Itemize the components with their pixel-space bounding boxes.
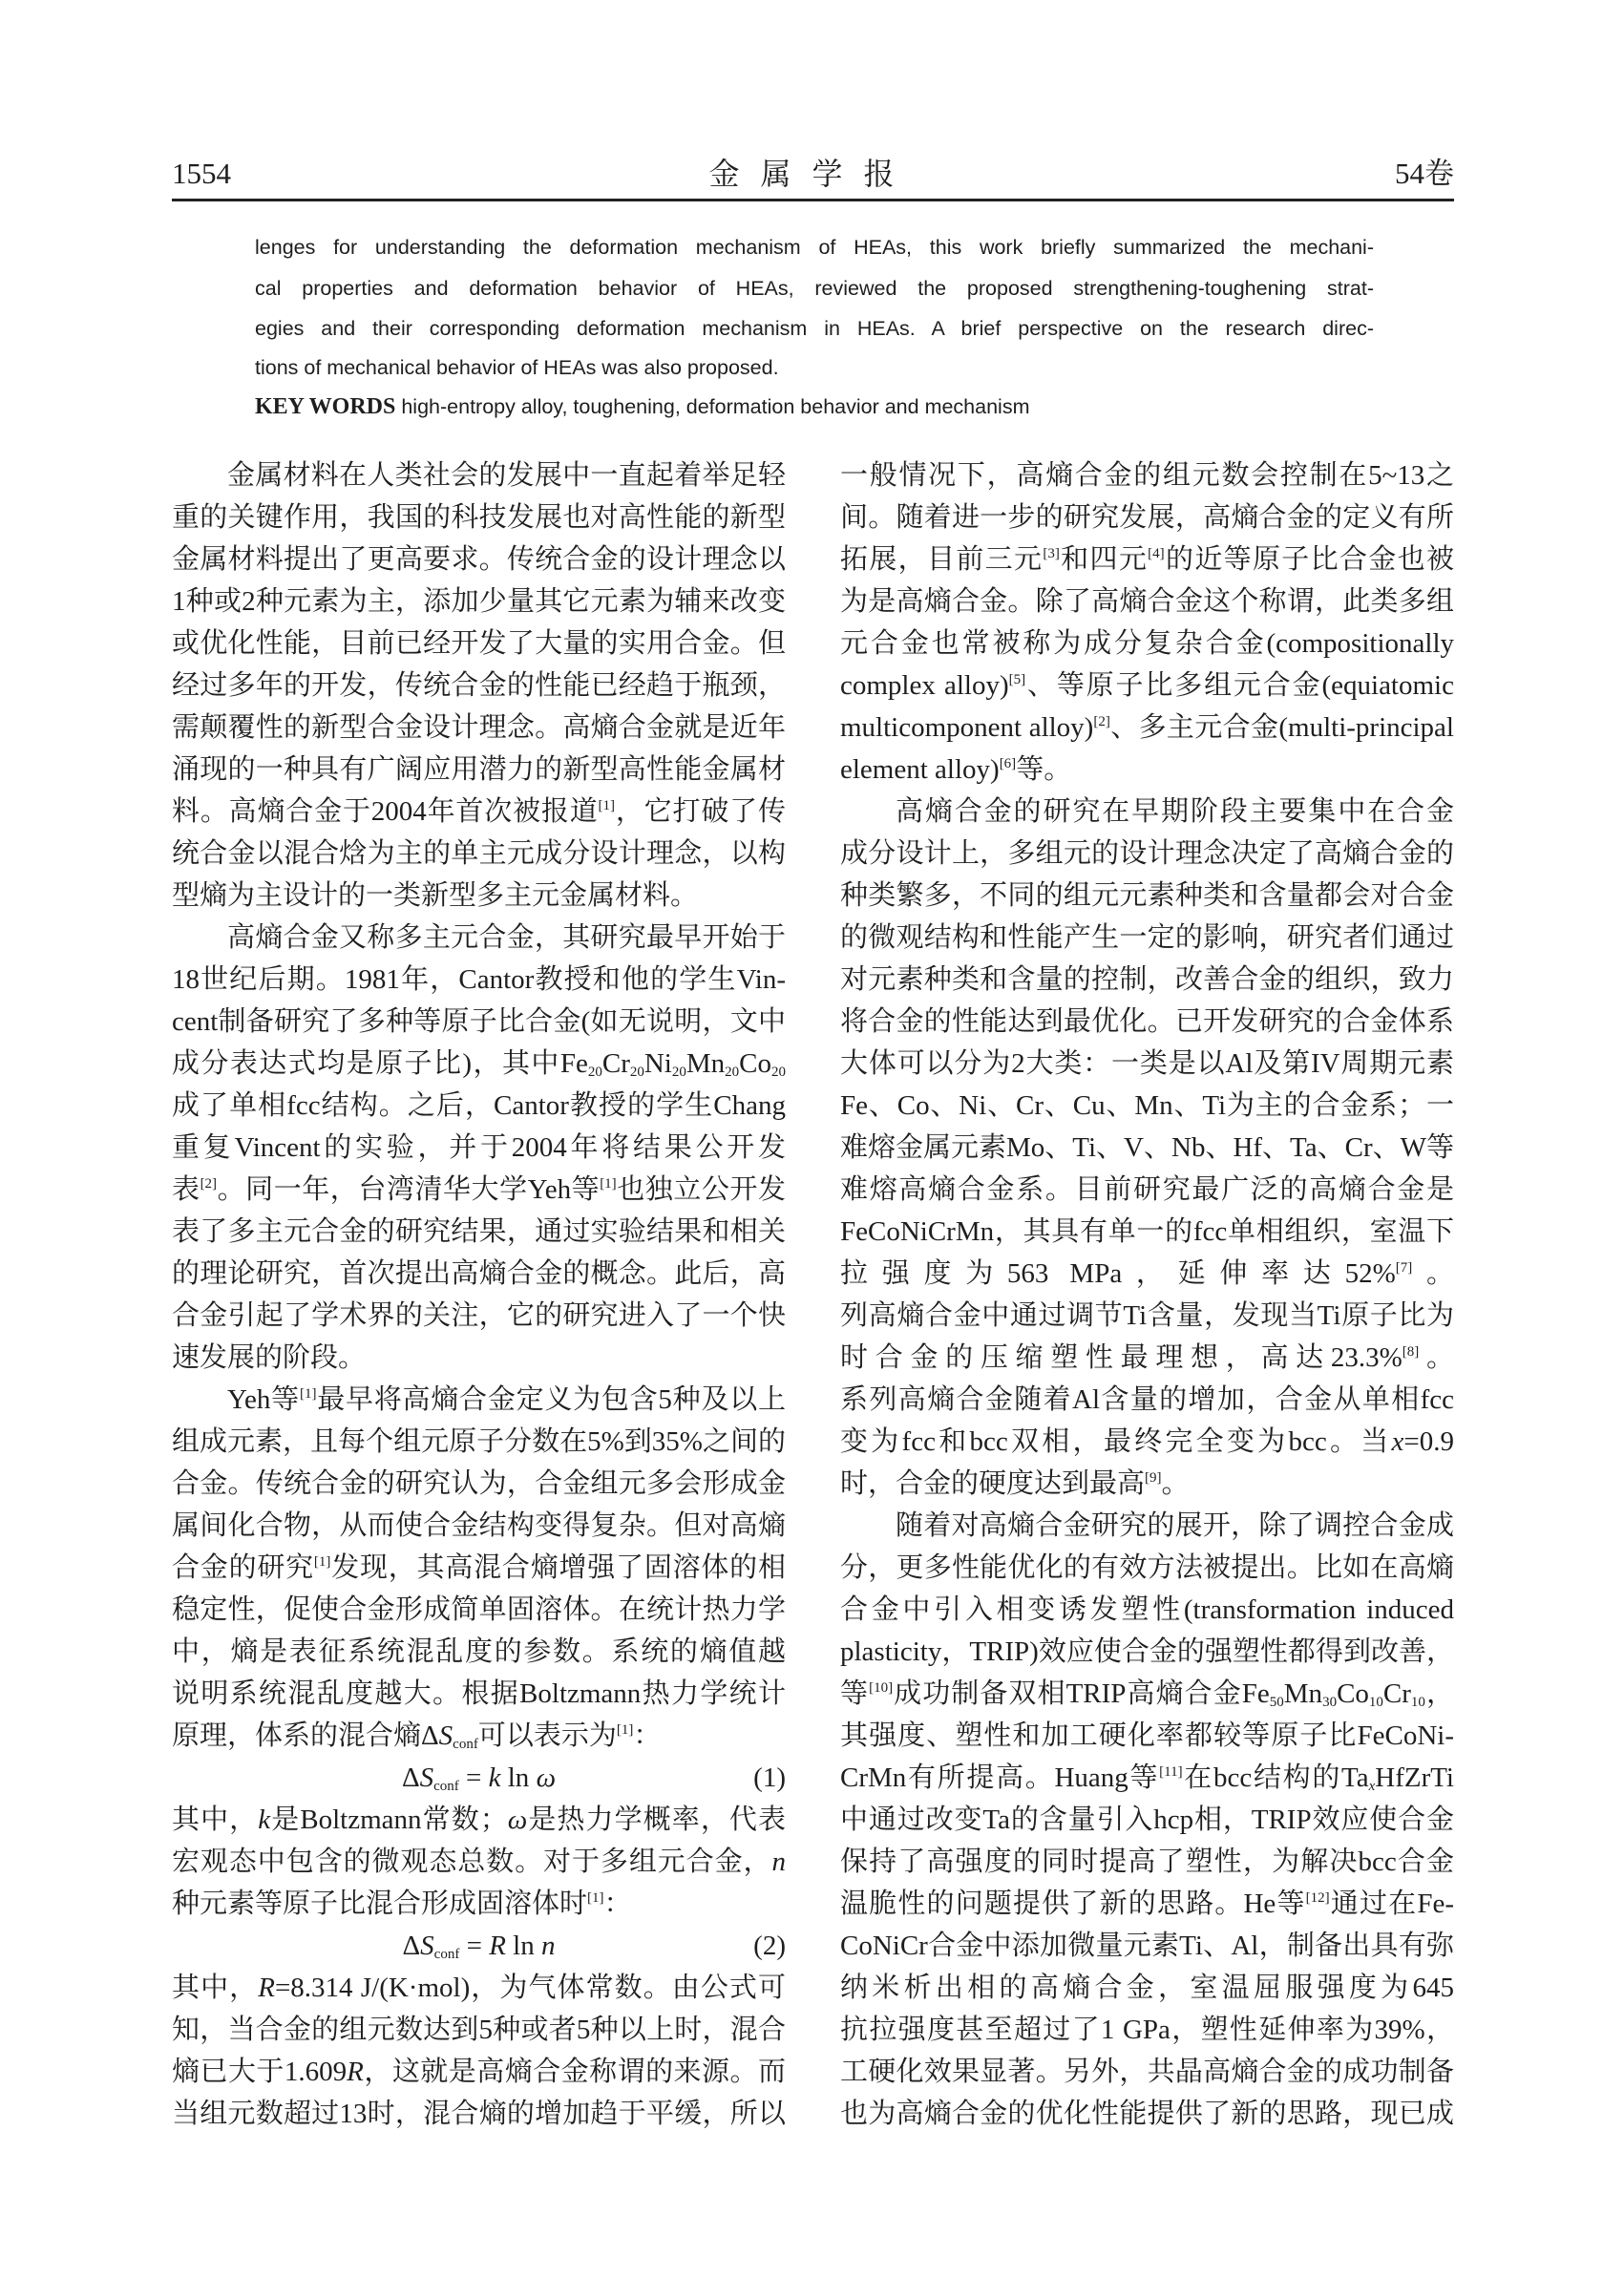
subscript: 20: [725, 1065, 740, 1080]
text-line: 难熔金属元素Mo、Ti、V、Nb、Hf、Ta、Cr、W等: [840, 1132, 1454, 1163]
text-line: 等[10]成功制备双相TRIP高熵合金$Fe_{50}Mn_{30}Co_{10}Cr_{10}$，: [840, 1678, 1454, 1710]
text-line: 拉强度为563 MPa，延伸率达52%[7]。: [840, 1258, 1454, 1289]
text-line: 其强度、塑性和加工硬化率都较等原子比FeCoNi-: [840, 1720, 1454, 1751]
text-line: 拓展，目前三元[3]和四元[4]的近等原子比合金也被: [840, 544, 1454, 575]
citation-ref: [1]: [299, 1386, 317, 1402]
subscript: 10: [1410, 1695, 1425, 1710]
left-column: [172, 454, 786, 2135]
subscript: 20: [629, 1065, 644, 1080]
equation-number: (2): [753, 1931, 786, 1961]
math-variable: n: [540, 1931, 556, 1961]
text-line: 需颠覆性的新型合金设计理念。高熵合金就是近年: [172, 712, 786, 743]
text-line: 高熵合金又称多主元合金，其研究最早开始于: [227, 922, 786, 953]
text-line: 保持了高强度的同时提高了塑性，为解决bcc合金: [840, 1846, 1454, 1877]
text-line: 统合金以混合焓为主的单主元成分设计理念，以构: [172, 838, 786, 869]
abstract-line: cal properties and deformation behavior of HEAs, reviewed the proposed strengthening-toughening strat-: [255, 277, 1374, 300]
text-line: 其中，R=8.314 J/(K·mol)，为气体常数。由公式可: [172, 1973, 786, 2003]
text-line: 种元素等原子比混合形成固溶体时[1]：: [172, 1889, 632, 1919]
text-line: 合金的研究[1]发现，其高混合熵增强了固溶体的相: [172, 1552, 786, 1583]
text-line: 一般情况下，高熵合金的组元数会控制在5~13之: [840, 460, 1454, 491]
text-line: 难熔高熵合金系。目前研究最广泛的高熵合金是: [840, 1174, 1454, 1205]
text-line: 18世纪后期。1981年，Cantor教授和他的学生Vin-: [172, 964, 786, 995]
citation-ref: [4]: [1148, 546, 1165, 561]
text-line: 经过多年的开发，传统合金的性能已经趋于瓶颈，: [172, 670, 786, 701]
text-line: 高熵合金的研究在早期阶段主要集中在合金: [896, 796, 1454, 827]
citation-ref: [11]: [1159, 1764, 1183, 1780]
abstract-line: lenges for understanding the deformation mechanism of HEAs, this work briefly summarized the mechani-: [255, 236, 1374, 259]
abstract-line: tions of mechanical behavior of HEAs was also proposed.: [255, 356, 779, 379]
text-line: 表了多主元合金的研究结果，通过实验结果和相关: [172, 1216, 786, 1247]
math-variable: ω: [536, 1762, 557, 1793]
text-line: 金属材料在人类社会的发展中一直起着举足轻: [227, 460, 786, 491]
subscript: 20: [587, 1065, 602, 1080]
math-variable: R: [258, 1973, 275, 2003]
math-variable: ω: [507, 1804, 528, 1835]
text-line: 金属材料提出了更高要求。传统合金的设计理念以: [172, 544, 786, 575]
text-line: 的理论研究，首次提出高熵合金的概念。此后，高: [172, 1258, 786, 1289]
text-line: element alloy)[6]等。: [840, 754, 1072, 785]
subscript: conf: [433, 1779, 459, 1794]
text-line: 时合金的压缩塑性最理想，高达23.3%[8]。: [840, 1342, 1454, 1373]
text-line: 或优化性能，目前已经开发了大量的实用合金。但: [172, 628, 786, 659]
text-line: 熵已大于1.609R，这就是高熵合金称谓的来源。而: [172, 2057, 786, 2087]
math-variable: S: [420, 1931, 434, 1961]
subscript: conf: [453, 1737, 478, 1752]
text-line: 重复Vincent的实验，并于2004年将结果公开发: [172, 1132, 786, 1163]
citation-ref: [7]: [1395, 1260, 1413, 1276]
text-line: 大体可以分为2大类：一类是以Al及第IV周期元素: [840, 1048, 1454, 1079]
citation-ref: [1]: [587, 1890, 604, 1906]
math-variable: S: [419, 1762, 434, 1793]
text-line: 当组元数超过13时，混合熵的增加趋于平缓，所以: [172, 2099, 786, 2129]
equation: $\Delta S_{conf} = R$ ln n (2): [172, 1925, 786, 1967]
text-line: Fe、Co、Ni、Cr、Cu、Mn、Ti为主的合金系；一: [840, 1090, 1454, 1121]
text-line: multicomponent alloy)[2]、多主元合金(multi-principal: [840, 712, 1454, 743]
subscript: 20: [771, 1065, 786, 1080]
keywords-text: high-entropy alloy, toughening, deformation behavior and mechanism: [395, 395, 1030, 418]
math-variable: S: [438, 1720, 453, 1751]
text-line: 合金引起了学术界的关注，它的研究进入了一个快: [172, 1300, 786, 1331]
subscript: 10: [1368, 1695, 1383, 1710]
citation-ref: [5]: [1008, 672, 1026, 687]
text-line: 稳定性，促使合金形成简单固溶体。在统计热力学: [172, 1594, 786, 1625]
math-variable: x: [1368, 1779, 1376, 1794]
text-line: CrMn有所提高。Huang等[11]在bcc结构的$Ta_xHfZrTi$: [840, 1762, 1454, 1794]
equation-number: (1): [753, 1762, 786, 1793]
math-variable: n: [771, 1846, 786, 1877]
text-line: 将合金的性能达到最优化。已开发研究的合金体系: [840, 1006, 1454, 1037]
math-variable: x: [1391, 1426, 1404, 1457]
text-line: 速发展的阶段。: [172, 1342, 367, 1373]
math-variable: k: [258, 1804, 271, 1835]
text-line: 元合金也常被称为成分复杂合金(compositionally: [840, 628, 1454, 659]
citation-ref: [6]: [999, 756, 1017, 771]
text-line: 工硬化效果显著。另外，共晶高熵合金的成功制备: [840, 2057, 1454, 2087]
journal-title: 金属学报: [708, 157, 916, 191]
citation-ref: [1]: [313, 1554, 331, 1570]
keywords-label: KEY WORDS: [255, 394, 396, 419]
citation-ref: [1]: [616, 1722, 634, 1738]
page-number: 1554: [172, 157, 231, 190]
text-line: 种类繁多，不同的组元元素种类和含量都会对合金: [840, 880, 1454, 911]
text-line: 型熵为主设计的一类新型多主元金属材料。: [172, 880, 699, 911]
text-line: plasticity，TRIP)效应使合金的强塑性都得到改善，: [840, 1636, 1454, 1667]
text-line: FeCoNiCrMn，其具有单一的fcc单相组织，室温下: [840, 1216, 1454, 1247]
subscript: 50: [1269, 1695, 1284, 1710]
math-variable: R: [489, 1931, 506, 1961]
text-line: 重的关键作用，我国的科技发展也对高性能的新型: [172, 502, 786, 533]
text-line: 温脆性的问题提供了新的思路。He等[12]通过在Fe-: [840, 1889, 1454, 1919]
subscript: 20: [671, 1065, 686, 1080]
text-line: 其中，k是Boltzmann常数；ω是热力学概率，代表: [172, 1804, 786, 1835]
text-line: 表[2]。同一年，台湾清华大学Yeh等[1]也独立公开发: [172, 1174, 786, 1205]
text-line: 知，当合金的组元数达到5种或者5种以上时，混合: [172, 2015, 786, 2045]
text-line: 抗拉强度甚至超过了1 GPa，塑性延伸率为39%，: [840, 2015, 1454, 2045]
equation: $\Delta S_{conf} = k$ ln ω (1): [172, 1757, 786, 1799]
citation-ref: [1]: [598, 798, 616, 813]
right-column: [840, 454, 1454, 2135]
citation-ref: [3]: [1043, 546, 1060, 561]
text-line: 成了单相fcc结构。之后，Cantor教授的学生Chang: [172, 1090, 786, 1121]
text-line: 时，合金的硬度达到最高[9]。: [840, 1468, 1190, 1499]
abstract-line: egies and their corresponding deformation mechanism in HEAs. A brief perspective on the research direc-: [255, 317, 1374, 340]
text-line: 中通过改变Ta的含量引入hcp相，TRIP效应使合金: [840, 1804, 1454, 1835]
text-line: 变为fcc和bcc双相，最终完全变为bcc。当x=0.9: [840, 1426, 1454, 1457]
header-rule: [172, 199, 1454, 201]
keywords: [255, 387, 1030, 427]
subscript: 30: [1322, 1695, 1338, 1710]
text-line: cent制备研究了多种等原子比合金(如无说明，文中: [172, 1006, 786, 1037]
citation-ref: [10]: [869, 1680, 894, 1696]
text-line: 涌现的一种具有广阔应用潜力的新型高性能金属材: [172, 754, 786, 785]
text-line: 1种或2种元素为主，添加少量其它元素为辅来改变: [172, 586, 786, 617]
volume-label: 54卷: [1395, 157, 1454, 190]
text-line: 中，熵是表征系统混乱度的参数。系统的熵值越: [172, 1636, 786, 1667]
text-line: 列高熵合金中通过调节Ti含量，发现当Ti原子比为: [840, 1300, 1454, 1331]
text-line: 合金中引入相变诱发塑性(transformation induced: [840, 1594, 1454, 1625]
text-line: 分，更多性能优化的有效方法被提出。比如在高熵: [840, 1552, 1454, 1583]
text-line: 说明系统混乱度越大。根据Boltzmann热力学统计: [172, 1678, 786, 1709]
text-line: 合金。传统合金的研究认为，合金组元多会形成金: [172, 1468, 786, 1499]
text-line: 组成元素，且每个组元原子分数在5%到35%之间的: [172, 1426, 786, 1457]
citation-ref: [8]: [1402, 1344, 1420, 1360]
text-line: 系列高熵合金随着Al含量的增加，合金从单相fcc: [840, 1384, 1454, 1415]
citation-ref: [9]: [1145, 1470, 1162, 1486]
text-line: 成分表达式均是原子比)，其中$Fe_{20}Cr_{20}Ni_{20}Mn_{20}Co_{20}$: [172, 1048, 786, 1080]
text-line: CoNiCr合金中添加微量元素Ti、Al，制备出具有弥: [840, 1931, 1454, 1961]
text-line: Yeh等[1]最早将高熵合金定义为包含5种及以上: [227, 1384, 786, 1415]
citation-ref: [1]: [600, 1176, 617, 1192]
text-line: 原理，体系的混合熵$\Delta S_{conf}$可以表示为[1]：: [172, 1720, 662, 1752]
text-line: 对元素种类和含量的控制，改善合金的组织，致力: [840, 964, 1454, 995]
text-line: 为是高熵合金。除了高熵合金这个称谓，此类多组: [840, 586, 1454, 617]
text-line: 的微观结构和性能产生一定的影响，研究者们通过: [840, 922, 1454, 953]
math-variable: R: [347, 2057, 364, 2087]
text-line: 料。高熵合金于2004年首次被报道[1]，它打破了传: [172, 796, 786, 827]
citation-ref: [2]: [1093, 714, 1110, 729]
subscript: [1369, 1779, 1376, 1794]
text-line: 纳米析出相的高熵合金，室温屈服强度为645: [840, 1973, 1454, 2003]
text-line: 也为高熵合金的优化性能提供了新的思路，现已成: [840, 2099, 1454, 2129]
subscript: conf: [433, 1947, 460, 1962]
citation-ref: [2]: [200, 1176, 218, 1192]
text-line: 成分设计上，多组元的设计理念决定了高熵合金的: [840, 838, 1454, 869]
text-line: 随着对高熵合金研究的展开，除了调控合金成: [896, 1510, 1454, 1541]
text-line: 属间化合物，从而使合金结构变得复杂。但对高熵: [172, 1510, 786, 1541]
text-line: complex alloy)[5]、等原子比多组元合金(equiatomic: [840, 670, 1454, 701]
text-line: 间。随着进一步的研究发展，高熵合金的定义有所: [840, 502, 1454, 533]
math-variable: k: [488, 1762, 501, 1793]
citation-ref: [12]: [1305, 1890, 1330, 1906]
text-line: 宏观态中包含的微观态总数。对于多组元合金，n: [172, 1846, 786, 1877]
